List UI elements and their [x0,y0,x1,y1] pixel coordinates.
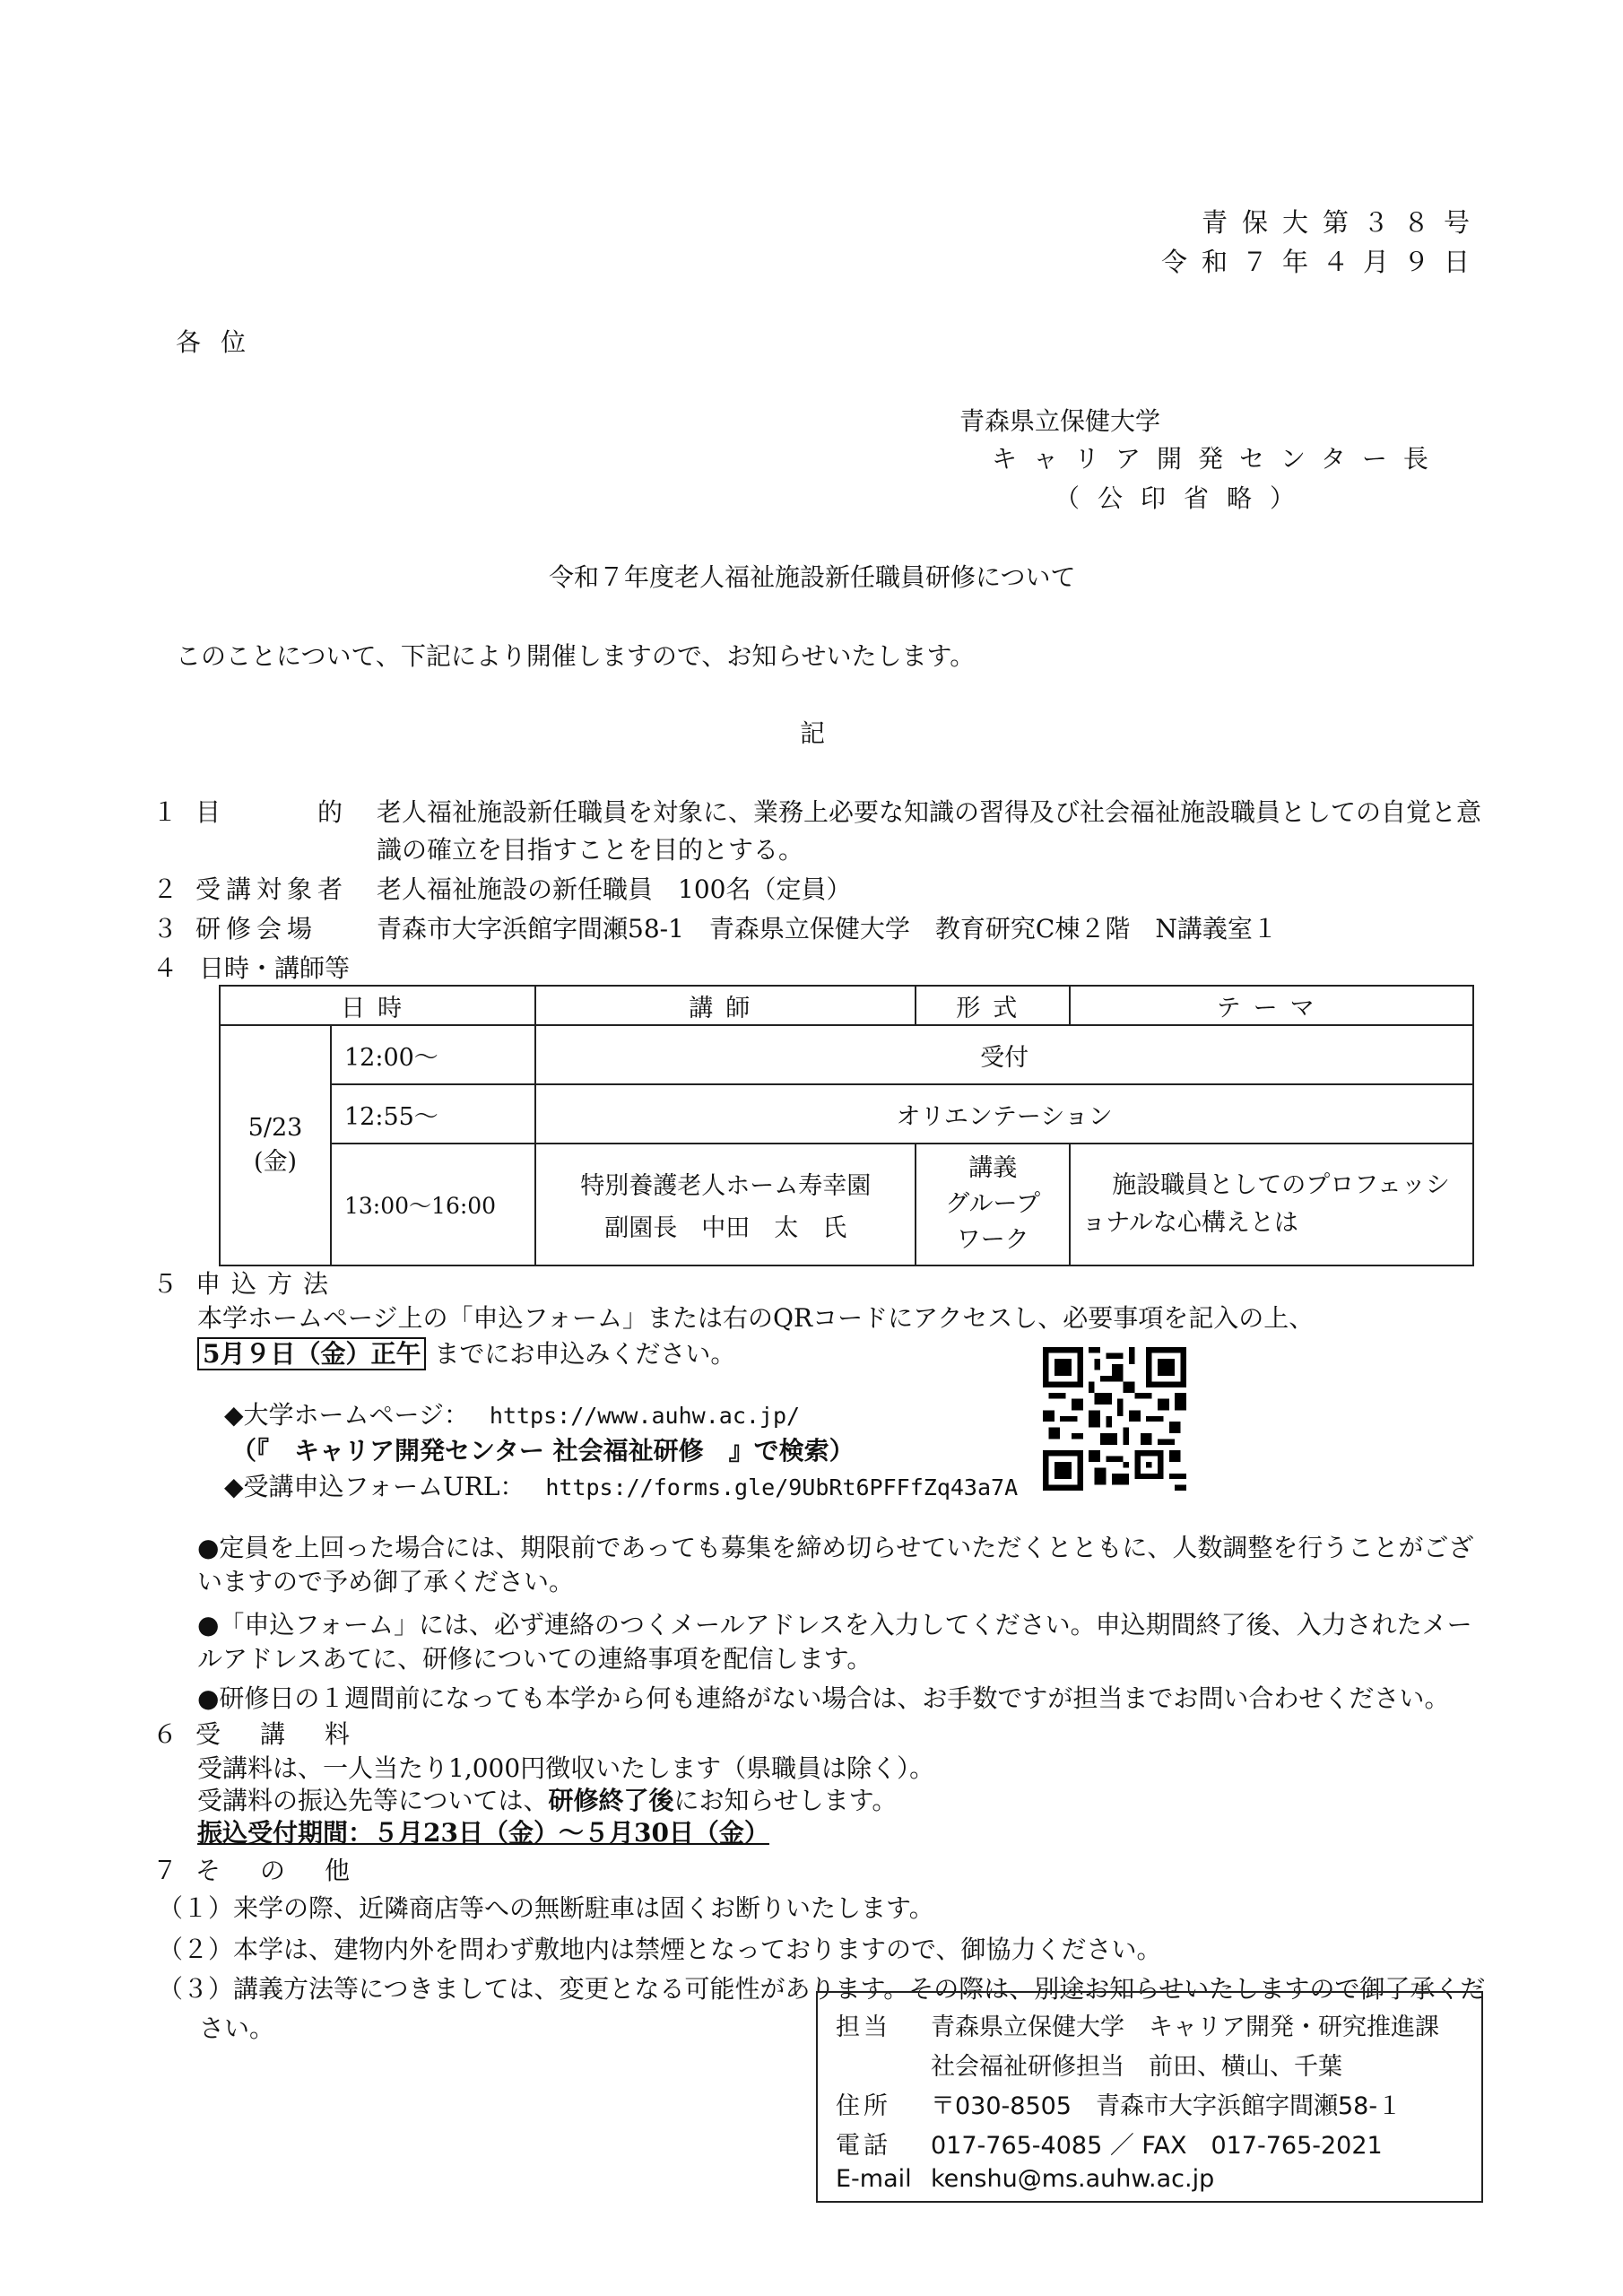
theme-line: 施設職員としてのプロフェッシ [1112,1171,1450,1199]
seal-note: （公印省略） [1055,483,1314,513]
other-note-3-cont: さい。 [199,2013,275,2043]
form-line [224,1467,1018,1503]
item-1-number: １ [152,797,178,827]
email-label: E-mail [836,2165,912,2193]
fee-period: 振込受付期間：５月23日（金）〜５月30日（金） [197,1818,769,1848]
item-6-label: 受 講 料 [195,1719,358,1749]
table-header-format: 形式 [916,986,1070,1025]
format-line: 講義 [968,1154,1018,1182]
document-number: 青保大第３８号 [1201,207,1484,238]
theme-cell [1070,1144,1473,1265]
contact-label: 担当 [836,2013,891,2041]
note-3: ●研修日の１週間前になっても本学から何も連絡がない場合は、お手数ですが担当までお問い合わせください。 [197,1683,1450,1713]
form-url-link[interactable]: https://forms.gle/9UbRt6PFFfZq43a7A [545,1474,1019,1500]
email-link[interactable]: kenshu@ms.auhw.ac.jp [931,2165,1215,2193]
item-2-number: ２ [152,874,178,904]
time-cell: 13:00〜16:00 [331,1144,535,1265]
apply-deadline-line [197,1335,735,1370]
item-1-text: 老人福祉施設新任職員を対象に、業務上必要な知識の習得及び社会福祉施設職員としての自覚と意 [377,797,1482,827]
note-2: ●「申込フォーム」には、必ず連絡のつくメールアドレスを入力してください。申込期間終了後、入力されたメー [197,1610,1472,1639]
item-4-number: ４ [152,953,178,983]
item-6-number: ６ [152,1719,178,1749]
item-5-number: ５ [152,1269,178,1299]
table-row [220,1144,1473,1265]
phone-label: 電話 [836,2132,891,2160]
table-row [220,1025,1473,1084]
other-note-3: （３）講義方法等につきましては、変更となる可能性があります。その際は、別途お知らせいたしますので御了承くだ [158,1974,1486,2004]
contact-box [816,1991,1483,2203]
hp-line [224,1396,800,1431]
item-4-label: 日時・講師等 [199,953,351,983]
contact-address-row [836,2086,1402,2121]
lecturer-org: 特別養護老人ホーム寿幸園 [580,1172,872,1200]
contact-staff: 社会福祉研修担当 前田、横山、千葉 [931,2053,1342,2081]
item-1-text-cont: 識の確立を目指すことを目的とする。 [377,835,804,865]
theme-line: ョナルな心構えとは [1081,1209,1298,1237]
item-5-label: 申込方法 [195,1269,340,1299]
item-3-number: ３ [152,914,178,944]
contact-dept: 青森県立保健大学 キャリア開発・研究推進課 [931,2013,1439,2041]
sender-title: キャリア開発センター長 [992,444,1445,474]
item-7-label: そ の 他 [195,1856,358,1885]
lecturer-cell [535,1144,916,1265]
contact-phone-row [836,2126,1383,2161]
contact-email-row [836,2165,1214,2193]
content-cell: 受付 [535,1025,1473,1084]
ki-marker: 記 [800,718,826,748]
content-cell: オリエンテーション [535,1084,1473,1144]
note-1-cont: いますので予め御了承ください。 [197,1567,575,1596]
other-note-2: （２）本学は、建物内外を問わず敷地内は禁煙となっておりますので、御協力ください。 [158,1935,1162,1964]
table-row [220,1084,1473,1144]
item-1-label: 目 的 [195,797,349,827]
item-2-text: 老人福祉施設の新任職員 100名（定員） [377,874,852,904]
table-header-lecturer: 講師 [535,986,916,1025]
fee-text: 受講料は、一人当たり1,000円徴収いたします（県職員は除く）。 [197,1753,935,1783]
date-value: 5/23 [247,1114,303,1142]
document-date: 令和７年４月９日 [1160,247,1484,277]
fee-transfer-pre: 受講料の振込先等については、 [197,1786,549,1815]
hp-label: ◆大学ホームページ： [224,1400,469,1430]
apply-deadline-suffix: までにお申込みください。 [434,1339,736,1369]
apply-text: 本学ホームページ上の「申込フォーム」または右のQRコードにアクセスし、必要事項を記入の上、 [197,1303,1315,1333]
address-value: 〒030-8505 青森市大字浜館字間瀬58-１ [931,2092,1402,2120]
table-header-datetime: 日時 [220,986,535,1025]
contact-person-row [836,2007,1439,2042]
note-1: ●定員を上回った場合には、期限前であっても募集を締め切らせていただくとともに、人数調整を行うことがござ [197,1533,1474,1562]
qr-code-icon[interactable] [1043,1347,1186,1491]
format-cell [916,1144,1070,1265]
address-label: 住所 [836,2092,891,2120]
weekday-value: (金) [253,1148,298,1176]
item-3-text: 青森市大字浜館字間瀬58-1 青森県立保健大学 教育研究C棟２階 N講義室１ [377,914,1278,944]
intro-text: このことについて、下記により開催しますので、お知らせいたします。 [176,641,976,671]
hp-url-link[interactable]: https://www.auhw.ac.jp/ [489,1403,801,1429]
schedule-table [219,985,1474,1266]
other-note-1: （１）来学の際、近隣商店等への無断駐車は固くお断りいたします。 [158,1893,934,1923]
apply-deadline: 5月９日（金）正午 [197,1337,426,1370]
fee-transfer-line [197,1781,897,1817]
item-7-number: ７ [152,1856,178,1885]
time-cell: 12:55〜 [331,1084,535,1144]
item-2-label: 受講対象者 [195,874,349,904]
lecturer-name: 副園長 中田 太 氏 [604,1214,847,1242]
fee-transfer-bold: 研修終了後 [548,1786,674,1815]
item-3-label: 研修会場 [195,914,318,944]
time-cell: 12:00〜 [331,1025,535,1084]
date-cell [220,1025,331,1265]
format-line: グループ [945,1190,1041,1218]
document-title: 令和７年度老人福祉施設新任職員研修について [549,562,1076,592]
phone-value: 017-765-4085 ／ FAX 017-765-2021 [931,2132,1383,2160]
table-header-theme: テーマ [1070,986,1473,1025]
search-hint: （『 キャリア開発センター 社会福祉研修 』で検索） [231,1436,855,1465]
form-label: ◆受講申込フォームURL： [224,1472,525,1501]
note-2-cont: ルアドレスあてに、研修についての連絡事項を配信します。 [197,1644,872,1674]
sender-org: 青森県立保健大学 [959,406,1161,436]
addressee: 各位 [176,327,266,357]
format-line: ワーク [956,1226,1029,1254]
fee-transfer-post: にお知らせします。 [673,1786,898,1815]
